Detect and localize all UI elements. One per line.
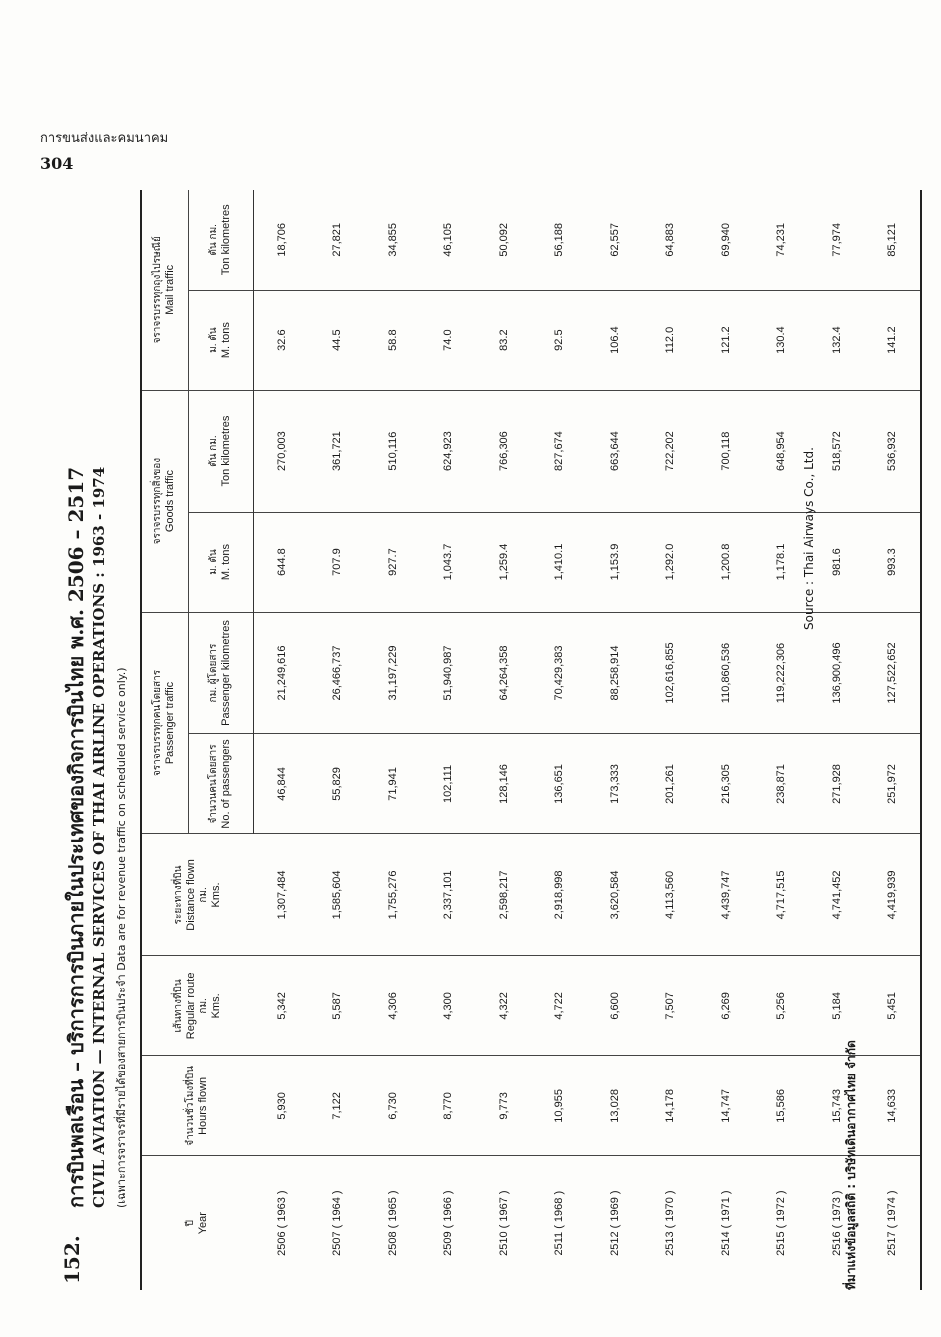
table-row xyxy=(698,190,754,1290)
cell-route: 5,451 xyxy=(865,956,922,1056)
cell-goods-tkm: 624,923 xyxy=(421,390,477,512)
table-row xyxy=(532,190,588,1290)
cell-year: 2516 ( 1973 ) xyxy=(830,1190,843,1256)
cell-year: 2509 ( 1966 ) xyxy=(442,1190,455,1256)
cell-mail-tons: 83.2 xyxy=(476,290,532,390)
cell-distance: 2,918,998 xyxy=(532,834,588,956)
cell-passengers: 55,829 xyxy=(310,734,366,834)
cell-goods-tkm: 766,306 xyxy=(476,390,532,512)
cell-goods-tkm: 510,116 xyxy=(365,390,421,512)
cell-year: 2513 ( 1970 ) xyxy=(664,1190,677,1256)
cell-hours: 14,633 xyxy=(865,1056,922,1156)
cell-goods-tons: 1,043.7 xyxy=(421,512,477,612)
cell-passengers: 128,146 xyxy=(476,734,532,834)
header-goods-tons: ม. ตัน M. tons xyxy=(189,512,254,612)
cell-distance: 4,717,515 xyxy=(754,834,810,956)
cell-distance: 4,439,747 xyxy=(698,834,754,956)
cell-route: 4,300 xyxy=(421,956,477,1056)
cell-mail-tons: 32.6 xyxy=(254,290,310,390)
cell-passengers: 46,844 xyxy=(254,734,310,834)
cell-passengers: 238,871 xyxy=(754,734,810,834)
cell-pkm: 119,222,306 xyxy=(754,612,810,734)
table-number: 152. xyxy=(60,1235,84,1284)
cell-goods-tkm: 648,954 xyxy=(754,390,810,512)
header-hours: จำนวนชั่วโมงที่บิน Hours flown xyxy=(141,1056,254,1156)
cell-route: 5,256 xyxy=(754,956,810,1056)
cell-pkm: 70,429,383 xyxy=(532,612,588,734)
cell-passengers: 102,111 xyxy=(421,734,477,834)
cell-route: 5,184 xyxy=(809,956,865,1056)
header-goods-ton-km: ตัน กม. Ton kilometres xyxy=(189,390,254,512)
table-row xyxy=(310,190,366,1290)
cell-distance: 4,113,560 xyxy=(643,834,699,956)
page-number: 304 xyxy=(40,154,74,173)
cell-hours: 8,770 xyxy=(421,1056,477,1156)
header-passenger-group: จราจรบรรทุกคนโดยสาร Passenger traffic xyxy=(141,612,189,834)
cell-pkm: 64,264,358 xyxy=(476,612,532,734)
cell-goods-tons: 993.3 xyxy=(865,512,922,612)
cell-goods-tons: 1,410.1 xyxy=(532,512,588,612)
cell-pkm: 26,466,737 xyxy=(310,612,366,734)
cell-year: 2510 ( 1967 ) xyxy=(497,1190,510,1256)
cell-mail-tkm: 34,855 xyxy=(365,190,421,290)
cell-mail-tons: 132.4 xyxy=(809,290,865,390)
cell-year: 2511 ( 1968 ) xyxy=(553,1190,566,1256)
cell-hours: 13,028 xyxy=(587,1056,643,1156)
cell-mail-tons: 141.2 xyxy=(865,290,922,390)
cell-route: 6,269 xyxy=(698,956,754,1056)
cell-mail-tkm: 62,557 xyxy=(587,190,643,290)
cell-goods-tons: 981.6 xyxy=(809,512,865,612)
cell-goods-tkm: 827,674 xyxy=(532,390,588,512)
header-distance: ระยะทางที่บิน Distance flown กม. Kms. xyxy=(141,834,254,956)
table-row xyxy=(643,190,699,1290)
cell-mail-tkm: 56,188 xyxy=(532,190,588,290)
cell-passengers: 71,941 xyxy=(365,734,421,834)
header-passenger-km: กม. ผู้โดยสาร Passenger kilometres xyxy=(189,612,254,734)
header-mail-tons: ม. ตัน M. tons xyxy=(189,290,254,390)
cell-passengers: 251,972 xyxy=(865,734,922,834)
cell-year: 2508 ( 1965 ) xyxy=(386,1190,399,1256)
cell-passengers: 271,928 xyxy=(809,734,865,834)
header-year: ปี Year xyxy=(141,1156,254,1290)
source-english: Source : Thai Airways Co., Ltd. xyxy=(802,447,816,630)
cell-year: 2514 ( 1971 ) xyxy=(719,1190,732,1256)
cell-pkm: 127,522,652 xyxy=(865,612,922,734)
cell-hours: 14,747 xyxy=(698,1056,754,1156)
source-thai: ที่มาแห่งข้อมูลสถิติ : บริษัทเดินอากาศไทย จำกัด xyxy=(844,1040,858,1290)
header-mail-group: จราจรบรรทุกถุงไปรษณีย์ Mail traffic xyxy=(141,190,189,390)
cell-goods-tons: 644.8 xyxy=(254,512,310,612)
cell-route: 5,342 xyxy=(254,956,310,1056)
cell-mail-tons: 92.5 xyxy=(532,290,588,390)
cell-distance: 4,741,452 xyxy=(809,834,865,956)
cell-mail-tkm: 27,821 xyxy=(310,190,366,290)
cell-goods-tons: 1,178.1 xyxy=(754,512,810,612)
cell-mail-tons: 58.8 xyxy=(365,290,421,390)
cell-distance: 2,337,101 xyxy=(421,834,477,956)
cell-goods-tons: 927.7 xyxy=(365,512,421,612)
cell-distance: 1,307,484 xyxy=(254,834,310,956)
cell-hours: 6,730 xyxy=(365,1056,421,1156)
cell-pkm: 136,900,496 xyxy=(809,612,865,734)
cell-pkm: 31,197,229 xyxy=(365,612,421,734)
cell-year: 2512 ( 1969 ) xyxy=(608,1190,621,1256)
cell-year: 2517 ( 1974 ) xyxy=(865,1156,922,1290)
cell-pkm: 21,249,616 xyxy=(254,612,310,734)
cell-route: 5,587 xyxy=(310,956,366,1056)
cell-pkm: 88,258,914 xyxy=(587,612,643,734)
cell-route: 6,600 xyxy=(587,956,643,1056)
cell-route: 4,722 xyxy=(532,956,588,1056)
cell-hours: 15,586 xyxy=(754,1056,810,1156)
cell-mail-tkm: 18,706 xyxy=(254,190,310,290)
cell-pkm: 110,860,536 xyxy=(698,612,754,734)
cell-mail-tkm: 64,883 xyxy=(643,190,699,290)
cell-goods-tons: 707.9 xyxy=(310,512,366,612)
cell-mail-tkm: 69,940 xyxy=(698,190,754,290)
cell-hours: 5,930 xyxy=(254,1056,310,1156)
cell-year: 2507 ( 1964 ) xyxy=(331,1190,344,1256)
header-mail-ton-km: ตัน กม. Ton kilometres xyxy=(189,190,254,290)
cell-passengers: 136,651 xyxy=(532,734,588,834)
header-goods-group: จราจรบรรทุกสิ่งของ Goods traffic xyxy=(141,390,189,612)
cell-mail-tons: 112.0 xyxy=(643,290,699,390)
table-row xyxy=(587,190,643,1290)
cell-passengers: 201,261 xyxy=(643,734,699,834)
cell-hours: 7,122 xyxy=(310,1056,366,1156)
cell-year: 2506 ( 1963 ) xyxy=(275,1190,288,1256)
cell-hours: 10,955 xyxy=(532,1056,588,1156)
cell-distance: 3,620,584 xyxy=(587,834,643,956)
cell-mail-tkm: 74,231 xyxy=(754,190,810,290)
cell-distance: 1,585,604 xyxy=(310,834,366,956)
cell-passengers: 216,305 xyxy=(698,734,754,834)
cell-mail-tkm: 50,092 xyxy=(476,190,532,290)
table-row xyxy=(754,190,810,1290)
cell-hours: 15,743 xyxy=(809,1056,865,1156)
table-row xyxy=(865,190,922,1290)
header-passengers: จำนวนคนโดยสาร No. of passengers xyxy=(189,734,254,834)
title-subtitle: (เฉพาะการจราจรที่มีรายได้ของสายการบินประจำ Data are for revenue traffic on scheduled service only.) xyxy=(115,667,128,1208)
cell-passengers: 173,333 xyxy=(587,734,643,834)
title-english: CIVIL AVIATION — INTERNAL SERVICES OF THAI AIRLINE OPERATIONS : 1963 - 1974 xyxy=(90,466,108,1208)
table-row xyxy=(476,190,532,1290)
cell-mail-tons: 74.0 xyxy=(421,290,477,390)
title-thai: การบินพลเรือน – บริการการบินภายในประเทศของกิจการบินไทย พ.ศ. 2506 – 2517 xyxy=(64,466,88,1208)
cell-goods-tons: 1,292.0 xyxy=(643,512,699,612)
cell-goods-tkm: 700,118 xyxy=(698,390,754,512)
cell-goods-tkm: 361,721 xyxy=(310,390,366,512)
running-head: การขนส่งและคมนาคม xyxy=(40,131,169,146)
table-row xyxy=(254,190,310,1290)
cell-goods-tons: 1,259.4 xyxy=(476,512,532,612)
cell-year: 2515 ( 1972 ) xyxy=(775,1190,788,1256)
cell-mail-tkm: 85,121 xyxy=(865,190,922,290)
cell-goods-tkm: 663,644 xyxy=(587,390,643,512)
cell-goods-tkm: 722,202 xyxy=(643,390,699,512)
cell-mail-tons: 121.2 xyxy=(698,290,754,390)
cell-mail-tons: 130.4 xyxy=(754,290,810,390)
header-route: เส้นทางที่บิน Regular route กม. Kms. xyxy=(141,956,254,1056)
cell-goods-tons: 1,153.9 xyxy=(587,512,643,612)
cell-mail-tkm: 77,974 xyxy=(809,190,865,290)
cell-mail-tkm: 46,105 xyxy=(421,190,477,290)
cell-mail-tons: 106.4 xyxy=(587,290,643,390)
cell-distance: 1,755,276 xyxy=(365,834,421,956)
cell-distance: 4,419,939 xyxy=(865,834,922,956)
cell-distance: 2,598,217 xyxy=(476,834,532,956)
cell-pkm: 102,616,855 xyxy=(643,612,699,734)
cell-goods-tkm: 518,572 xyxy=(809,390,865,512)
cell-pkm: 51,940,987 xyxy=(421,612,477,734)
cell-goods-tons: 1,200.8 xyxy=(698,512,754,612)
aviation-table xyxy=(140,190,922,1290)
rotated-table-block xyxy=(60,190,899,1290)
table-row xyxy=(365,190,421,1290)
cell-route: 7,507 xyxy=(643,956,699,1056)
cell-mail-tons: 44.5 xyxy=(310,290,366,390)
cell-hours: 14,178 xyxy=(643,1056,699,1156)
cell-goods-tkm: 270,003 xyxy=(254,390,310,512)
table-row xyxy=(421,190,477,1290)
cell-hours: 9,773 xyxy=(476,1056,532,1156)
cell-goods-tkm: 536,932 xyxy=(865,390,922,512)
cell-route: 4,322 xyxy=(476,956,532,1056)
cell-route: 4,306 xyxy=(365,956,421,1056)
